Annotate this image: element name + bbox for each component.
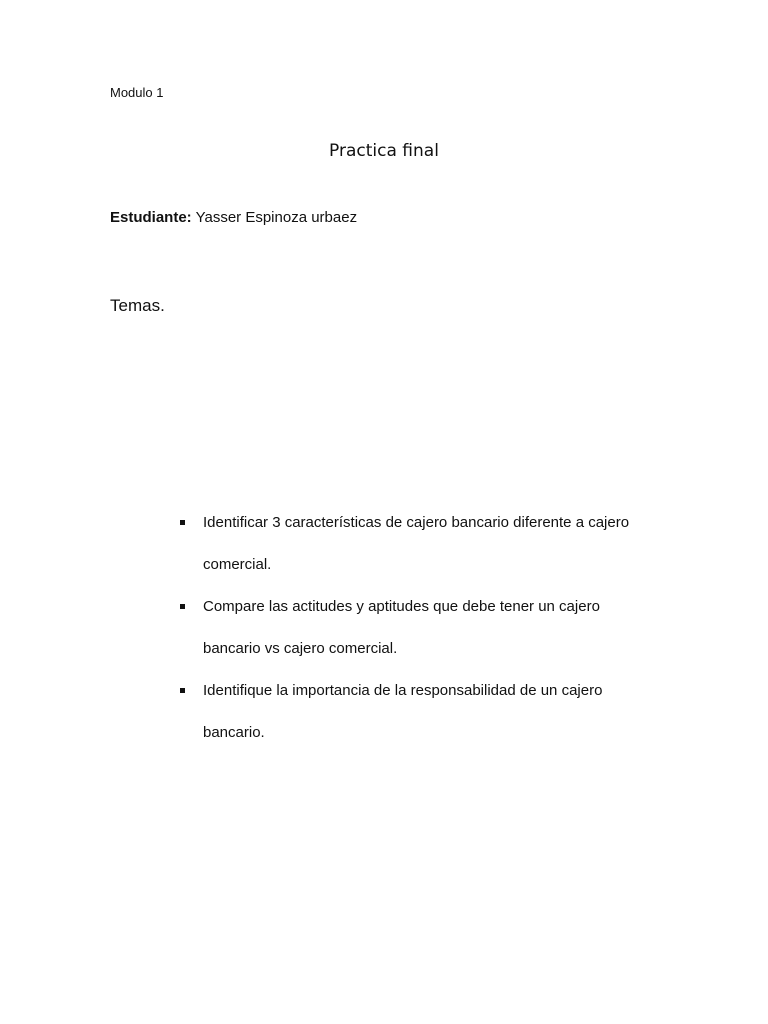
topic-text: Identifique la importancia de la responsabilidad de un cajero bancario.: [203, 682, 603, 741]
square-bullet-icon: [180, 688, 185, 693]
square-bullet-icon: [180, 520, 185, 525]
topic-item: [176, 670, 656, 754]
topics-heading: Temas.: [110, 296, 165, 315]
student-label: Estudiante:: [110, 209, 192, 226]
student-name: Yasser Espinoza urbaez: [195, 209, 358, 226]
topic-text: Identificar 3 características de cajero bancario diferente a cajero comercial.: [203, 514, 630, 573]
square-bullet-icon: [180, 604, 185, 609]
topic-item: [176, 586, 656, 670]
document-title: Practica final: [329, 141, 439, 161]
topics-list: [176, 502, 656, 754]
page-header: Modulo 1: [110, 85, 164, 100]
student-line: [110, 209, 357, 227]
topic-item: [176, 502, 656, 586]
topic-text: Compare las actitudes y aptitudes que debe tener un cajero bancario vs cajero comercial.: [203, 598, 600, 657]
